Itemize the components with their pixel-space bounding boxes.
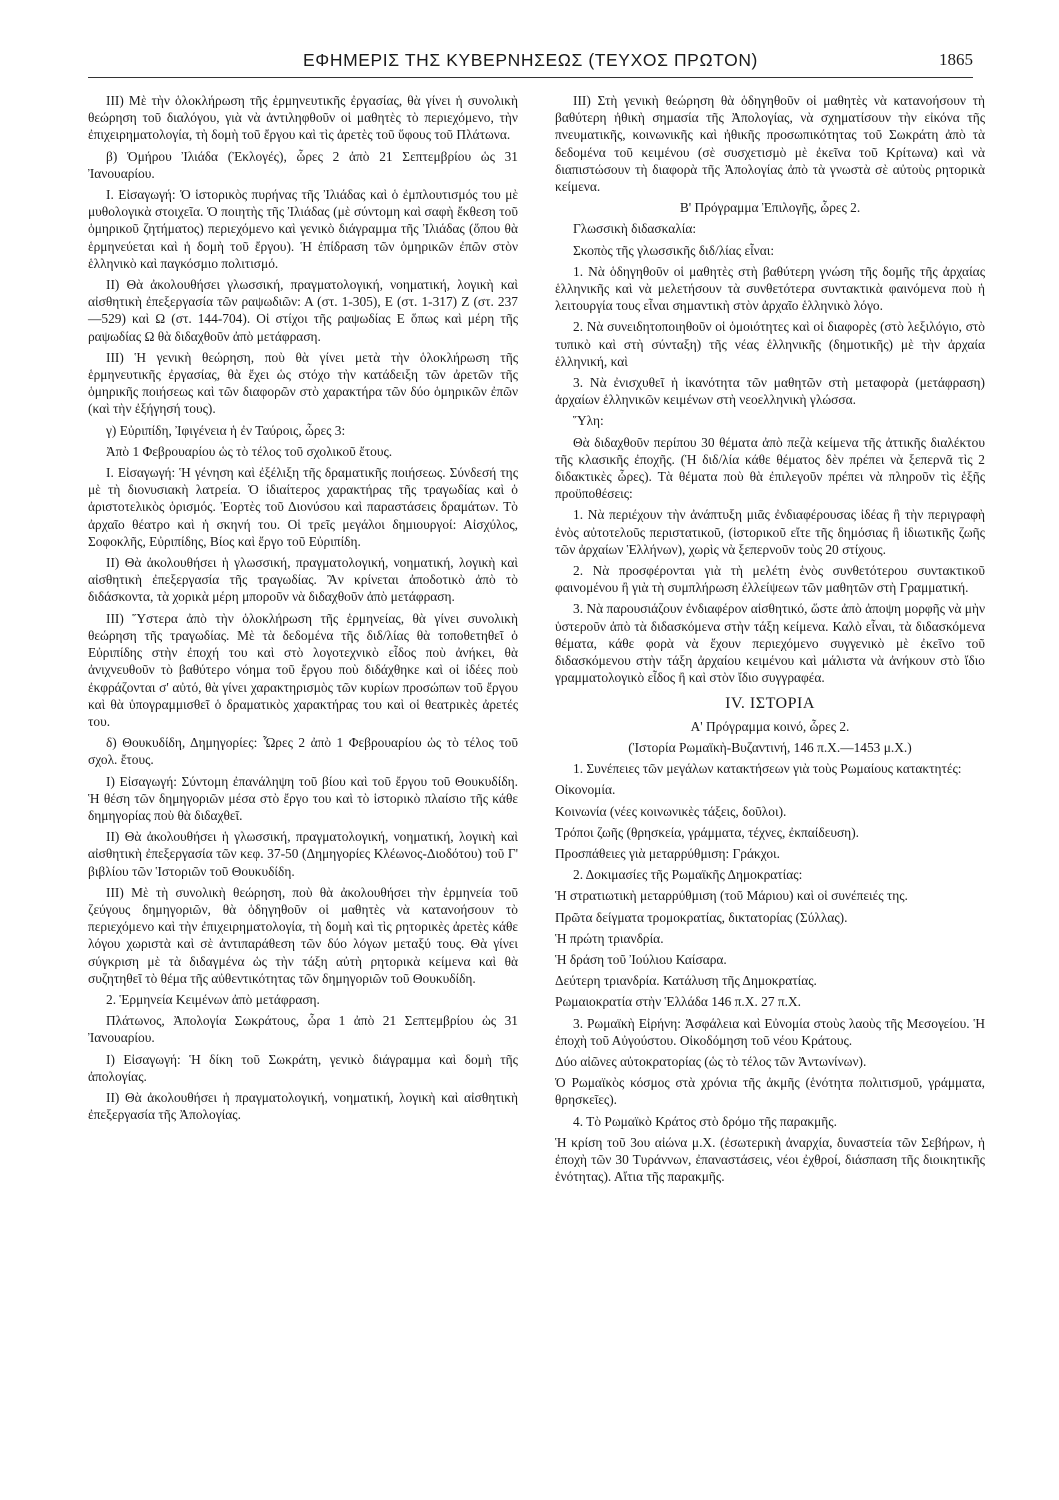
list-item: Ἡ δράση τοῦ Ἰούλιου Καίσαρα.	[555, 951, 727, 967]
list-item: Ἡ πρώτη τριανδρία.	[555, 930, 664, 946]
paragraph: I) Εἰσαγωγή: Ἡ δίκη τοῦ Σωκράτη, γενικὸ διάγραμμα καὶ δομὴ τῆς ἀπολογίας.	[88, 1051, 518, 1084]
list-item: Κοινωνία (νέες κοινωνικὲς τάξεις, δοῦλοι).	[555, 803, 787, 819]
paragraph: I) Εἰσαγωγή: Σύντομη ἐπανάληψη τοῦ βίου καὶ τοῦ ἔργου τοῦ Θουκυδίδη. Ἡ θέση τῶν δημηγοριῶν μέσα στὸ ἔργο του καὶ τὸ ἱστορικὸ πλαίσιο τῆς κάθε δημηγορίας ποὺ θὰ διδαχθεῖ.	[88, 773, 518, 823]
right-column	[555, 92, 985, 1189]
left-column	[88, 92, 518, 1127]
paragraph: 2. Δοκιμασίες τῆς Ρωμαϊκῆς Δημοκρατίας:	[573, 867, 803, 883]
paragraph: III) Στὴ γενικὴ θεώρηση θὰ ὁδηγηθοῦν οἱ μαθητὲς νὰ κατανοήσουν τὴ βαθύτερη ἠθικὴ σημασία τῆς Ἀπολογίας, νὰ σχηματίσουν τὴν εἰκόνα τῆς πνευματικῆς, κοινωνικῆς καὶ ἠθικῆς προσωπικότητας τοῦ Σωκράτη ἀπὸ τὰ δεδομένα τοῦ κειμένου (σὲ συσχετισμὸ μὲ ἐκεῖνα τοῦ Κρίτωνα) καὶ νὰ διαπιστώσουν τὴ διαφορὰ τῆς Ἀπολογίας ἀπὸ τὰ γνωστὰ σὲ αὐτοὺς ρητορικὰ κείμενα.	[555, 93, 985, 195]
list-item: Ἡ στρατιωτικὴ μεταρρύθμιση (τοῦ Μάριου) καὶ οἱ συνέπειές της.	[555, 888, 908, 904]
paragraph: δ) Θουκυδίδη, Δημηγορίες: Ὧρες 2 ἀπὸ 1 Φεβρουαρίου ὡς τὸ τέλος τοῦ σχολ. ἔτους.	[88, 735, 518, 768]
list-item: Ὁ Ρωμαϊκὸς κόσμος στὰ χρόνια τῆς ἀκμῆς (ἑνότητα πολιτισμοῦ, γράμματα, θρησκεῖες).	[555, 1075, 985, 1108]
gazette-title: ΕΦΗΜΕΡΙΣ ΤΗΣ ΚΥΒΕΡΝΗΣΕΩΣ (ΤΕΥΧΟΣ ΠΡΩΤΟΝ)	[303, 50, 758, 70]
program-a-title: Α' Πρόγραμμα κοινό, ὧρες 2.	[690, 718, 850, 734]
header-rule	[88, 77, 973, 78]
paragraph: Σκοπὸς τῆς γλωσσικῆς διδ/λίας εἶναι:	[573, 242, 775, 258]
paragraph: III) Μὲ τὴ συνολικὴ θεώρηση, ποὺ θὰ ἀκολουθήσει τὴν ἑρμηνεία τοῦ ζεύγους δημηγοριῶν, θὰ ὁδηγηθοῦν οἱ μαθητὲς νὰ κατανοήσουν τὸ περιεχόμενο καὶ τὴν ἐπιχειρηματολογία, τὴ δομὴ καὶ τὶς ρητορικὲς ἀρετὲς κάθε λόγου χωριστὰ καὶ σὲ ἀντιπαράθεση τῶν δύο λόγων μεταξύ τους. Θὰ γίνει σύγκριση μὲ τὰ διδαγμένα ὡς τὴν τάξη αὐτὴ ρητορικὰ κείμενα καὶ θὰ συζητηθεῖ τὸ θέμα τῆς αὐθεντικότητας τῶν δημηγοριῶν τοῦ Θουκυδίδη.	[88, 884, 518, 986]
paragraph: II) Θὰ ἀκολουθήσει ἡ πραγματολογική, νοηματική, λογικὴ καὶ αἰσθητικὴ ἐπεξεργασία τῆς Ἀπολογίας.	[88, 1089, 518, 1123]
paragraph: Πλάτωνος, Ἀπολογία Σωκράτους, ὧρα 1 ἀπὸ 21 Σεπτεμβρίου ὡς 31 Ἰανουαρίου.	[88, 1013, 518, 1046]
list-item: Προσπάθειες γιὰ μεταρρύθμιση: Γράκχοι.	[555, 845, 780, 861]
paragraph: 4. Τὸ Ρωμαϊκὸ Κράτος στὸ δρόμο τῆς παρακμῆς.	[573, 1113, 837, 1129]
paragraph: Θὰ διδαχθοῦν περίπου 30 θέματα ἀπὸ πεζὰ κείμενα τῆς ἀττικῆς διαλέκτου τῆς κλασικῆς ἐποχῆς. (Ἡ διδ/λία κάθε θέματος δὲν πρέπει νὰ ξεπερνᾶ τὶς 2 διδακτικὲς ὧρες). Τὰ θέματα ποὺ θὰ ἐπιλεγοῦν πρέπει νὰ πληροῦν τὶς ἑξῆς προϋποθέσεις:	[555, 434, 985, 502]
paragraph: Ἀπὸ 1 Φεβρουαρίου ὡς τὸ τέλος τοῦ σχολικοῦ ἔτους.	[106, 443, 393, 459]
program-b-title: Β' Πρόγραμμα Ἐπιλογῆς, ὧρες 2.	[679, 200, 861, 216]
list-item: Πρῶτα δείγματα τρομοκρατίας, δικτατορίας (Σύλλας).	[555, 909, 848, 925]
paragraph: III) Ὕστερα ἀπὸ τὴν ὁλοκλήρωση τῆς ἑρμηνείας, θὰ γίνει συνολικὴ θεώρηση τῆς τραγωδίας. Μὲ τὰ δεδομένα τῆς διδ/λίας θὰ τοποθετηθεῖ ὁ Εὐριπίδης στὴν ἐποχή του καὶ στὸ λογοτεχνικὸ εἶδος ποὺ ἀνήκει, θὰ ἀνιχνευθοῦν τὸ βαθύτερο νόημα τοῦ ἔργου ποὺ διδάχθηκε καὶ οἱ ἰδέες ποὺ ἐκφράζονται σ' αὐτό, θὰ γίνει χαρακτηρισμὸς τῶν κυρίων προσώπων τοῦ ἔργου καὶ θὰ ὑπογραμμισθεῖ ὁ δραματικὸς χαρακτήρας του καὶ οἱ θεατρικὲς ἀρετές του.	[88, 610, 518, 729]
paragraph: 3. Νὰ παρουσιάζουν ἐνδιαφέρον αἰσθητικό, ὥστε ἀπὸ ἀποψη μορφῆς νὰ μὴν ὑστεροῦν ἀπὸ τὰ διδασκόμενα στὴν τάξη κείμενα. Καλὸ εἶναι, τὰ διδασκόμενα θέματα, κάθε φορὰ νὰ ἔχουν περιεχόμενο συγγενικὸ μὲ ἐκεῖνο τοῦ διδασκόμενου στὴν τάξη ἀρχαίου κειμένου καὶ μάλιστα νὰ ἀνήκουν στὸ ἴδιο γραμματολογικὸ εἶδος ἢ καὶ στὸν ἴδιο συγγραφέα.	[555, 601, 985, 686]
paragraph: III) Μὲ τὴν ὁλοκλήρωση τῆς ἑρμηνευτικῆς ἐργασίας, θὰ γίνει ἡ συνολικὴ θεώρηση τοῦ διαλόγου, γιὰ νὰ ἀντιληφθοῦν οἱ μαθητὲς τὸ περιεχόμενο, τὴν ἐπιχειρηματολογία, τὴ δομὴ τοῦ ἔργου καὶ τὶς ἀρετὲς τοῦ ὕφους τοῦ Πλάτωνα.	[88, 93, 518, 143]
paragraph: I. Εἰσαγωγή: Ἡ γένηση καὶ ἐξέλιξη τῆς δραματικῆς ποιήσεως. Σύνδεσή της μὲ τὴ διονυσιακὴ λατρεία. Ὁ ἰδιαίτερος χαρακτήρας τῆς τραγωδίας καὶ ὁ ἀριστοτελικὸς ὁρισμός. Ἑορτὲς τοῦ Διονύσου καὶ παραστάσεις δραμάτων. Τὸ ἀρχαῖο θέατρο καὶ ἡ σκηνή του. Οἱ τρεῖς μεγάλοι δημιουργοί: Αἰσχύλος, Σοφοκλῆς, Εὐριπίδης, Βίος καὶ ἔργο τοῦ Εὐριπίδη.	[88, 465, 518, 549]
paragraph: 3. Νὰ ἐνισχυθεῖ ἡ ἱκανότητα τῶν μαθητῶν στὴ μεταφορὰ (μετάφραση) ἀρχαίων ἑλληνικῶν κειμένων στὴ νεοελληνικὴ γλώσσα.	[555, 375, 985, 408]
paragraph: II) Θὰ ἀκολουθήσει ἡ γλωσσική, πραγματολογική, νοηματική, λογικὴ καὶ αἰσθητικὴ ἐπεξεργασία τῆς τραγωδίας. Ἂν κρίνεται ἀποδοτικὸ ἀπὸ τὸ διδάσκοντα, τὰ χορικὰ μέρη μποροῦν νὰ διδαχθοῦν ἀπὸ μετάφραση.	[88, 555, 518, 605]
paragraph: II) Θὰ ἀκολουθήσει γλωσσική, πραγματολογική, νοηματική, λογικὴ καὶ αἰσθητικὴ ἐπεξεργασία τῶν ραψωδιῶν: Α (στ. 1-305), Ε (στ. 1-317) Ζ (στ. 237—529) καὶ Ω (στ. 144-704). Οἱ στίχοι τῆς ραψωδίας Ε ὅπως καὶ μέρη τῆς ραψωδίας Ω θὰ διδαχθοῦν ἀπὸ μετάφραση.	[88, 277, 518, 344]
paragraph: I. Εἰσαγωγή: Ὁ ἱστορικὸς πυρήνας τῆς Ἰλιάδας καὶ ὁ ἐμπλουτισμός του μὲ μυθολογικὰ στοιχεῖα. Ὁ ποιητὴς τῆς Ἰλιάδας (μὲ σύντομη καὶ σαφὴ ἔκθεση τοῦ ὁμηρικοῦ ζητήματος) περιεχόμενο καὶ γενικὸ διάγραμμα τῆς Ἰλιάδας (ὅπου θὰ ἑρμηνεύεται καὶ ἡ δομὴ τοῦ ἔργου). Ἡ ἐπίδραση τῶν ὁμηρικῶν ἐπῶν στὸν ἑλληνικὸ καὶ παγκόσμιο πολιτισμό.	[88, 187, 518, 271]
list-item: Ρωμαιοκρατία στὴν Ἑλλάδα 146 π.Χ. 27 π.Χ.	[555, 994, 802, 1010]
paragraph: γ) Εὐριπίδη, Ἰφιγένεια ἡ ἐν Ταύροις, ὧρες 3:	[106, 422, 346, 438]
paragraph: 2. Ἑρμηνεία Κειμένων ἀπὸ μετάφραση.	[106, 991, 320, 1007]
paragraph: 1. Νὰ περιέχουν τὴν ἀνάπτυξη μιᾶς ἐνδιαφέρουσας ἰδέας ἢ τὴν περιγραφὴ ἑνὸς αὐτοτελοῦς περιστατικοῦ, (ἱστορικοῦ εἴτε τῆς δημόσιας ἢ ἰδιωτικῆς ζωῆς τῶν ἀρχαίων Ἑλλήνων), χωρὶς νὰ ξεπερνοῦν τοὺς 20 στίχους.	[555, 507, 985, 557]
paragraph: 2. Νὰ προσφέρονται γιὰ τὴ μελέτη ἑνὸς συνθετότερου συντακτικοῦ φαινομένου ἢ γιὰ τὴ συμπλήρωση ἐλλείψεων τῶν μαθητῶν στὴ Γραμματική.	[555, 563, 985, 596]
list-item: Τρόποι ζωῆς (θρησκεία, γράμματα, τέχνες, ἐκπαίδευση).	[555, 824, 859, 840]
paragraph: 3. Ρωμαϊκὴ Εἰρήνη: Ἀσφάλεια καὶ Εὐνομία στοὺς λαοὺς τῆς Μεσογείου. Ἡ ἐποχὴ τοῦ Αὐγούστου. Οἰκοδόμηση τοῦ νέου Κράτους.	[555, 1015, 985, 1048]
paragraph: 1. Συνέπειες τῶν μεγάλων κατακτήσεων γιὰ τοὺς Ρωμαίους κατακτητές:	[573, 761, 962, 777]
paragraph: Γλωσσικὴ διδασκαλία:	[573, 221, 697, 237]
list-item: Δύο αἰῶνες αὐτοκρατορίας (ὡς τὸ τέλος τῶν Ἀντωνίνων).	[555, 1053, 867, 1069]
program-a-subtitle: (Ἱστορία Ρωμαϊκὴ-Βυζαντινή, 146 π.Χ.—1453 μ.Χ.)	[628, 739, 912, 755]
paragraph: 2. Νὰ συνειδητοποιηθοῦν οἱ ὁμοιότητες καὶ οἱ διαφορὲς (στὸ λεξιλόγιο, στὸ τυπικὸ καὶ στὴ σύνταξη) τῆς νέας ἑλληνικῆς (δημοτικῆς) μὲ τὴν ἀρχαία ἑλληνική, καὶ	[555, 319, 985, 369]
paragraph: β) Ὁμήρου Ἰλιάδα (Ἐκλογές), ὧρες 2 ἀπὸ 21 Σεπτεμβρίου ὡς 31 Ἰανουαρίου.	[88, 148, 518, 181]
paragraph: Ὕλη:	[573, 413, 604, 429]
section-title: IV. ΙΣΤΟΡΙΑ	[725, 694, 815, 712]
list-item: Ἡ κρίση τοῦ 3ου αἰώνα μ.Χ. (ἐσωτερικὴ ἀναρχία, δυναστεία τῶν Σεβήρων, ἡ ἐποχὴ τῶν 30 Τυράννων, ἐπαναστάσεις, νέοι ἐχθροί, διάσπαση τῆς διοικητικῆς ἑνότητας). Αἴτια τῆς παρακμῆς.	[555, 1134, 985, 1185]
list-item: Οἰκονομία.	[555, 782, 616, 798]
paragraph: II) Θὰ ἀκολουθήσει ἡ γλωσσική, πραγματολογική, νοηματική, λογικὴ καὶ αἰσθητικὴ ἐπεξεργασία τῶν κεφ. 37-50 (Δημηγορίες Κλέωνος-Διοδότου) τοῦ Γ' βιβλίου τῶν Ἱστοριῶν τοῦ Θουκυδίδη.	[88, 829, 518, 879]
paragraph: 1. Νὰ ὁδηγηθοῦν οἱ μαθητὲς στὴ βαθύτερη γνώση τῆς δομῆς τῆς ἀρχαίας ἑλληνικῆς καὶ νὰ μελετήσουν τὰ συνθετότερα συντακτικὰ φαινόμενα ποὺ ἡ λειτουργία τους εἶναι σημαντικὴ στὸν ἀρχαῖο ἑλληνικὸ λόγο.	[555, 263, 985, 314]
page-header	[88, 50, 973, 76]
page-number: 1865	[939, 50, 973, 69]
paragraph: III) Ἡ γενικὴ θεώρηση, ποὺ θὰ γίνει μετὰ τὴν ὁλοκλήρωση τῆς ἑρμηνευτικῆς ἐργασίας, θὰ ἔχει ὡς στόχο τὴν κατάδειξη τῶν ἀρετῶν τῆς ὁμηρικῆς ποιήσεως καὶ τῶν διαφορῶν στὸ χαρακτήρα τῶν δύο ὁμηρικῶν ἐπῶν (καὶ τὴν ἐξήγησή τους).	[88, 349, 518, 417]
list-item: Δεύτερη τριανδρία. Κατάλυση τῆς Δημοκρατίας.	[555, 973, 817, 989]
